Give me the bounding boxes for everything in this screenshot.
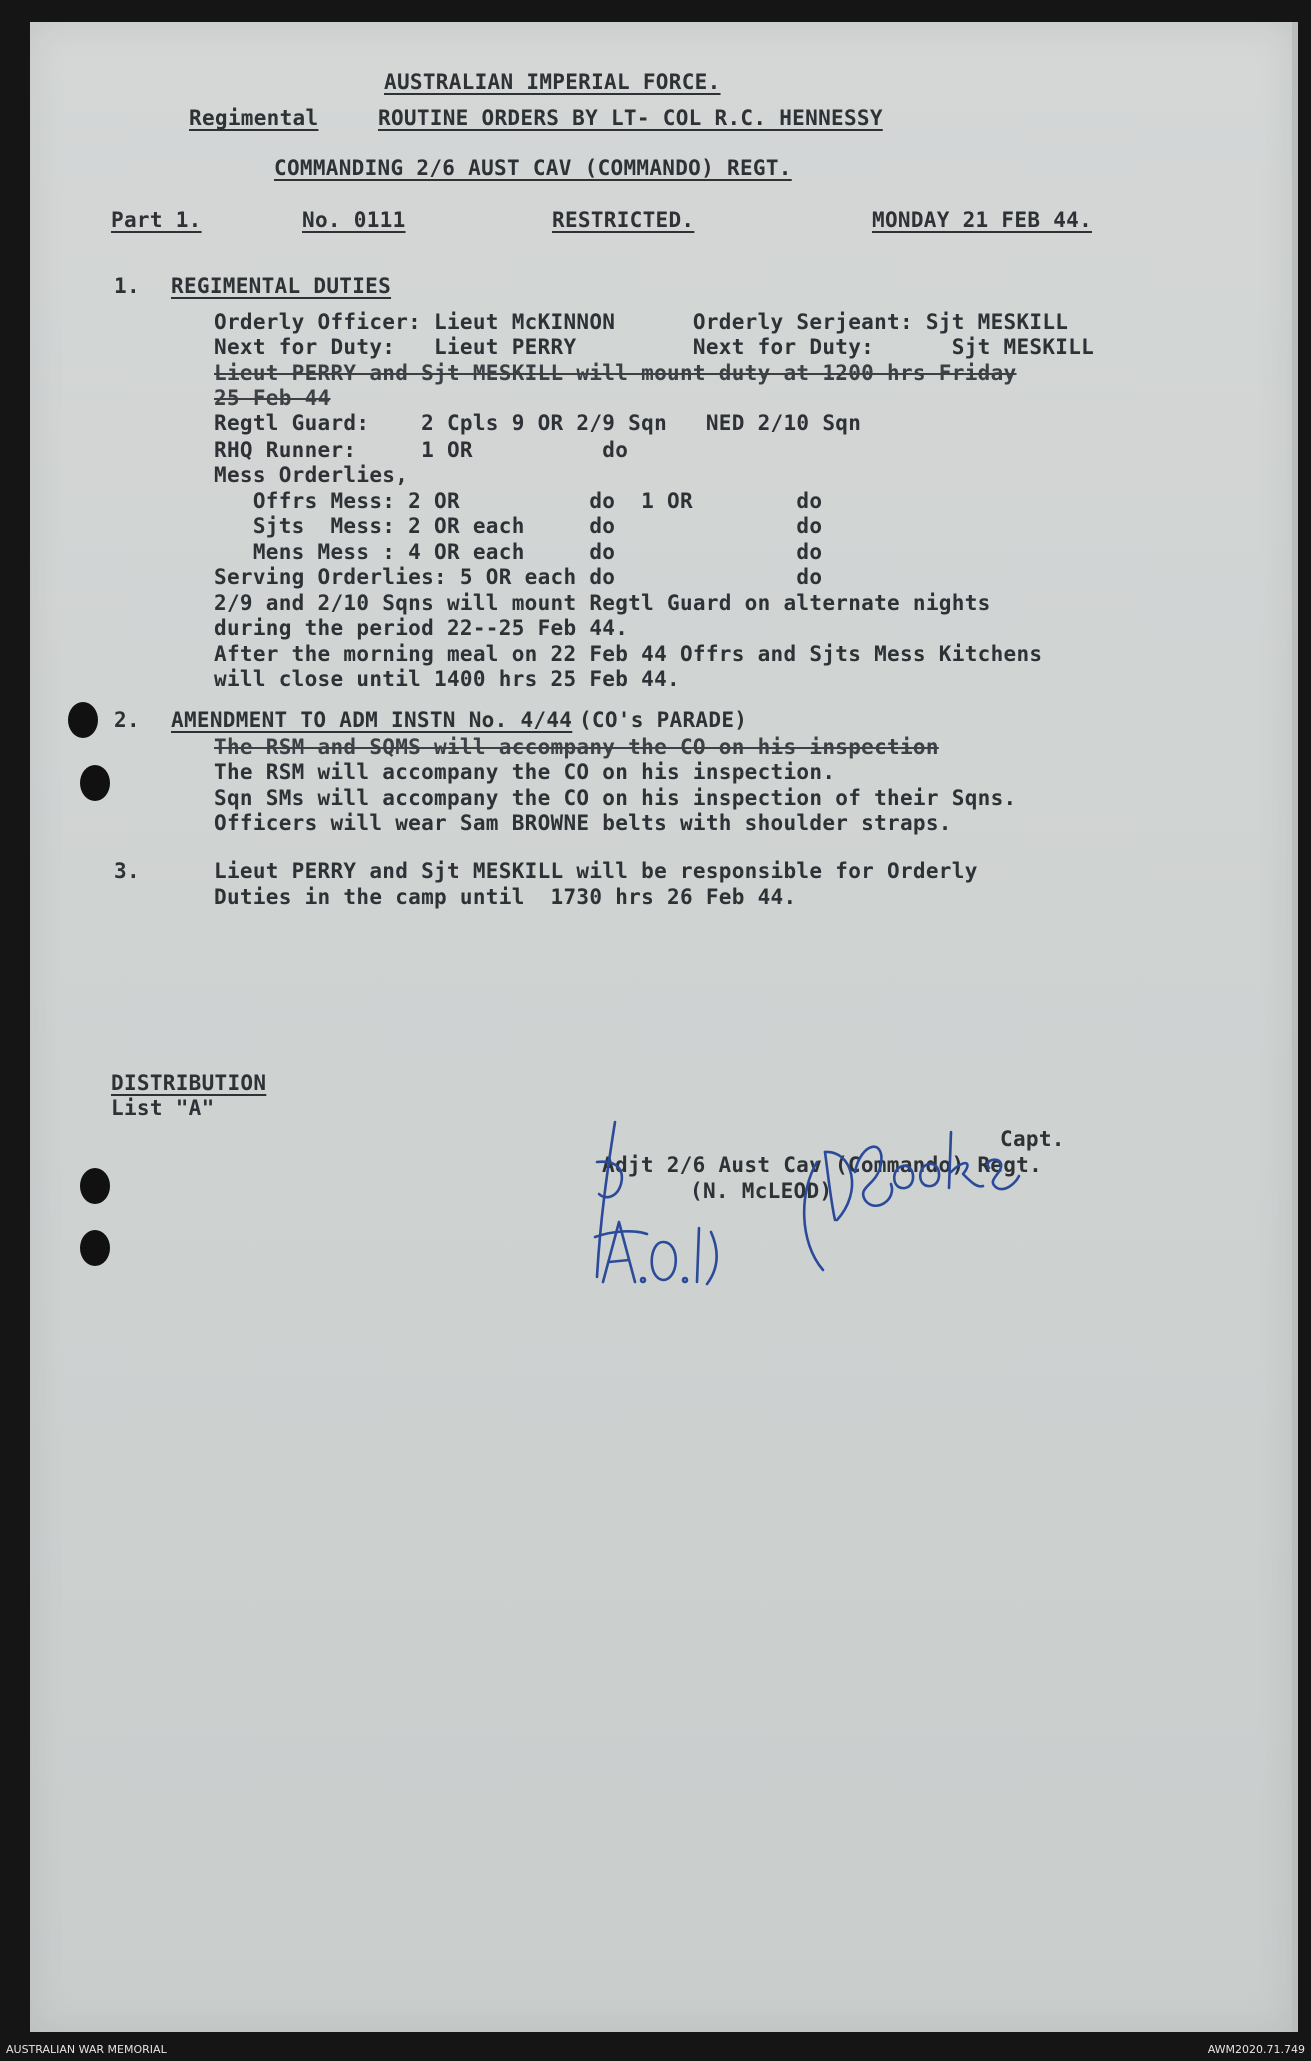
binder-hole [80, 1230, 110, 1266]
section1-title: REGIMENTAL DUTIES [171, 274, 392, 298]
struck-line: Lieut PERRY and Sjt MESKILL will mount duty at 1200 hrs Friday [214, 361, 1017, 385]
struck-line: The RSM and SQMS will accompany the CO on his inspection [214, 735, 939, 759]
duty-line: RHQ Runner: 1 OR do [214, 438, 629, 462]
section1-line: Next for Duty: Lieut PERRY Next for Duty: Sjt MESKILL [214, 335, 1095, 359]
duty-line: Regtl Guard: 2 Cpls 9 OR 2/9 Sqn NED 2/10 Sqn [214, 411, 862, 435]
distribution-list: List "A" [111, 1096, 215, 1120]
document-sheet [30, 22, 1298, 2032]
section3-line: Lieut PERRY and Sjt MESKILL will be responsible for Orderly [214, 859, 978, 883]
signature-rank: Capt. [1000, 1127, 1065, 1151]
binder-hole [68, 702, 98, 738]
section2-line: Officers will wear Sam BROWNE belts with shoulder straps. [214, 811, 952, 835]
section2-title-suffix: (CO's PARADE) [566, 708, 748, 732]
distribution-title: DISTRIBUTION [111, 1071, 267, 1095]
header-commanding: COMMANDING 2/6 AUST CAV (COMMANDO) REGT. [274, 156, 792, 180]
order-number: No. 0111 [302, 208, 406, 232]
duty-line: during the period 22--25 Feb 44. [214, 616, 629, 640]
section2-title: AMENDMENT TO ADM INSTN No. 4/44 [171, 708, 573, 732]
duty-line: Mess Orderlies, [214, 463, 409, 487]
duty-line: Offrs Mess: 2 OR do 1 OR do [214, 489, 823, 513]
duty-line: Sjts Mess: 2 OR each do do [214, 514, 823, 538]
section2-line: Sqn SMs will accompany the CO on his inspection of their Sqns. [214, 786, 1017, 810]
section1-line: Orderly Officer: Lieut McKINNON Orderly Serjeant: Sjt MESKILL [214, 310, 1069, 334]
part-number: Part 1. [111, 208, 202, 232]
handwritten-signature [585, 1102, 1105, 1292]
duty-line: Serving Orderlies: 5 OR each do do [214, 565, 823, 589]
footer-right: AWM2020.71.749 [1207, 2043, 1305, 2056]
footer-left: AUSTRALIAN WAR MEMORIAL [6, 2043, 167, 2056]
section2-number: 2. [114, 708, 140, 732]
header-title: AUSTRALIAN IMPERIAL FORCE. [384, 70, 721, 94]
signature-name: (N. McLEOD) [690, 1179, 833, 1203]
struck-line: 25 Feb 44 [214, 386, 331, 410]
section1-number: 1. [114, 274, 140, 298]
section3-line: Duties in the camp until 1730 hrs 26 Feb 44. [214, 885, 797, 909]
section3-number: 3. [114, 859, 140, 883]
section2-line: The RSM will accompany the CO on his inspection. [214, 760, 836, 784]
duty-line: will close until 1400 hrs 25 Feb 44. [214, 667, 680, 691]
duty-line: Mens Mess : 4 OR each do do [214, 540, 823, 564]
binder-hole [80, 1168, 110, 1204]
header-regimental: Regimental [189, 106, 319, 130]
duty-line: After the morning meal on 22 Feb 44 Offrs and Sjts Mess Kitchens [214, 642, 1043, 666]
classification: RESTRICTED. [552, 208, 695, 232]
header-routine-orders: ROUTINE ORDERS BY LT- COL R.C. HENNESSY [378, 106, 883, 130]
duty-line: 2/9 and 2/10 Sqns will mount Regtl Guard on alternate nights [214, 591, 991, 615]
signature-appointment: Adjt 2/6 Aust Cav (Commando) Regt. [602, 1153, 1043, 1177]
binder-hole [80, 765, 110, 801]
order-date: MONDAY 21 FEB 44. [872, 208, 1093, 232]
